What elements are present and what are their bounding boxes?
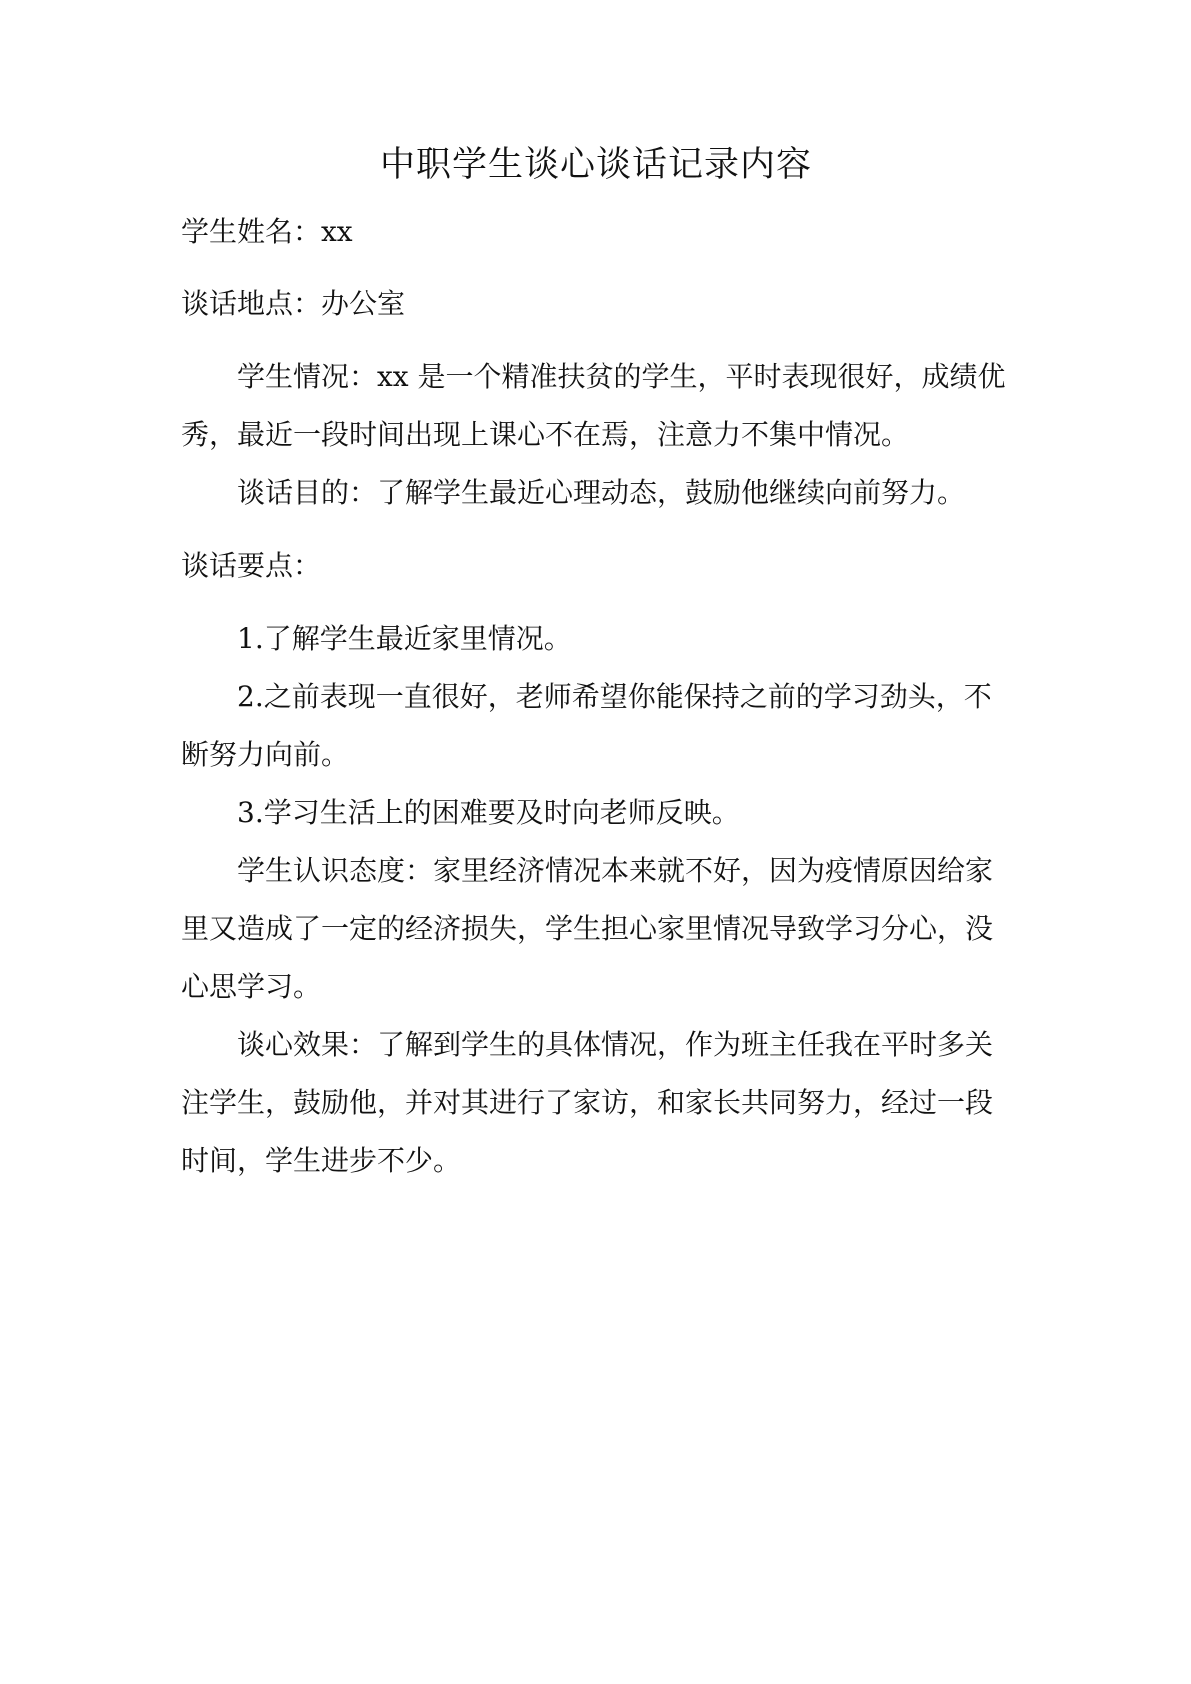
attitude-line-1: 学生认识态度：家里经济情况本来就不好，因为疫情原因给家 [237,854,994,887]
key-point-3: 3.学习生活上的困难要及时向老师反映。 [237,796,740,829]
key-point-1: 1.了解学生最近家里情况。 [237,622,572,655]
key-point-2-line-1: 2.之前表现一直很好，老师希望你能保持之前的学习劲头，不 [237,680,992,713]
situation-line-1: 学生情况：xx 是一个精准扶贫的学生，平时表现很好，成绩优 [237,360,1006,393]
attitude-line-2: 里又造成了一定的经济损失，学生担心家里情况导致学习分心，没 [181,912,994,945]
purpose-line: 谈话目的：了解学生最近心理动态，鼓励他继续向前努力。 [237,476,966,509]
effect-line-1: 谈心效果：了解到学生的具体情况，作为班主任我在平时多关 [237,1028,994,1061]
student-name-line: 学生姓名：xx [181,215,353,248]
key-point-2-line-2: 断努力向前。 [181,738,350,771]
effect-line-2: 注学生，鼓励他，并对其进行了家访，和家长共同努力，经过一段 [181,1086,994,1119]
key-points-heading: 谈话要点： [181,549,322,582]
document-title: 中职学生谈心谈话记录内容 [379,145,812,185]
situation-line-2: 秀，最近一段时间出现上课心不在焉，注意力不集中情况。 [181,418,910,451]
effect-line-3: 时间，学生进步不少。 [181,1144,462,1177]
attitude-line-3: 心思学习。 [181,970,322,1003]
location-line: 谈话地点：办公室 [181,287,406,320]
